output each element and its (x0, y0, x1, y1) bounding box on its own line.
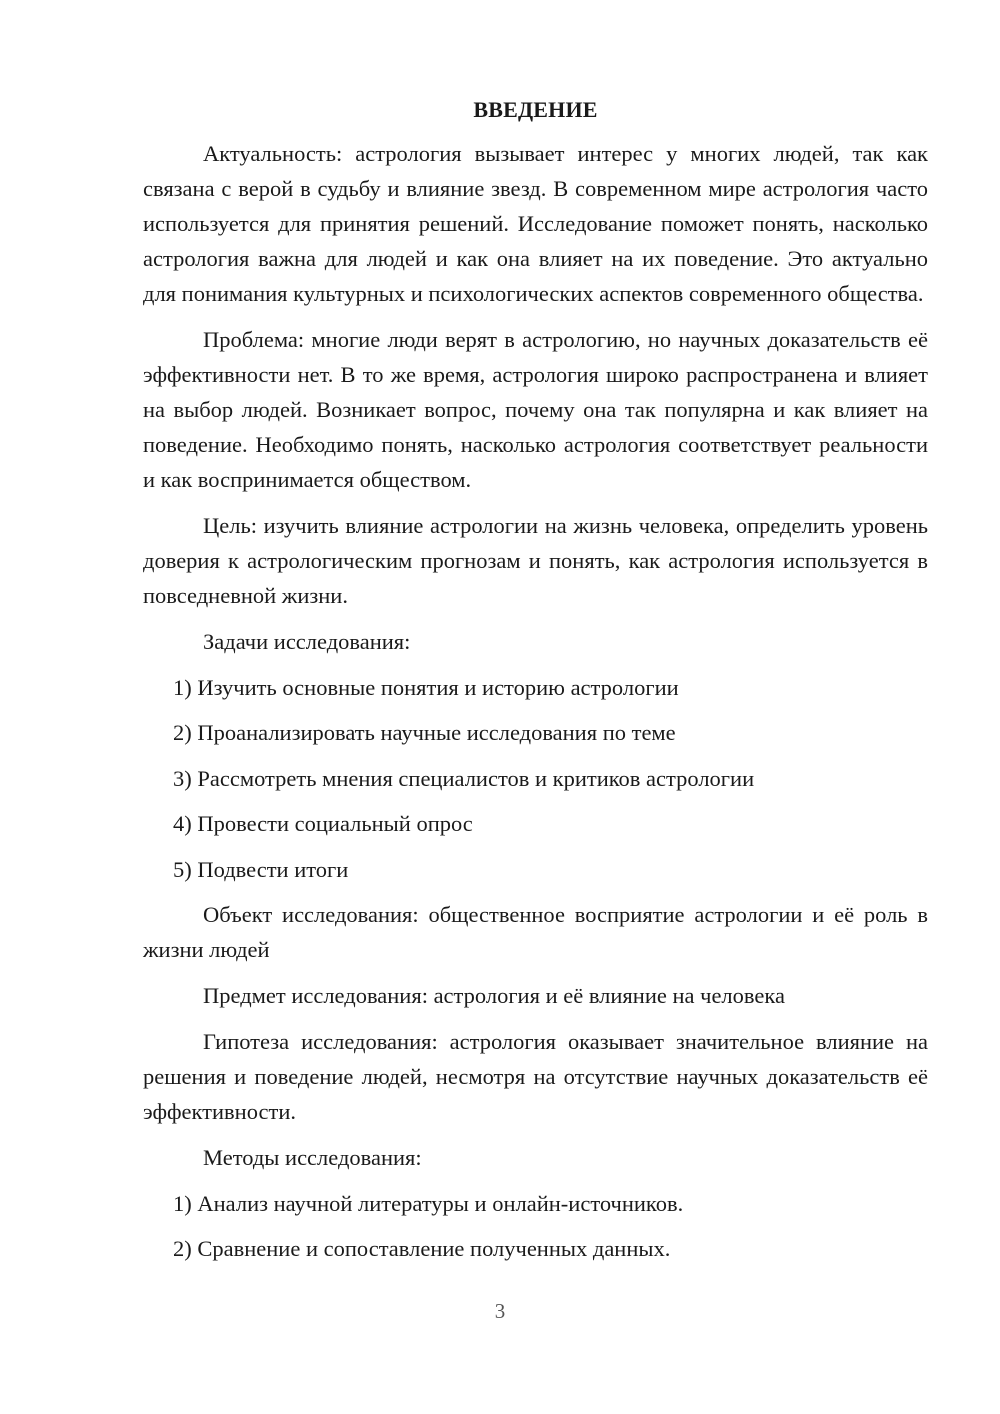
task-item: 2) Проанализировать научные исследования по теме (173, 720, 676, 745)
problem-paragraph: Проблема: многие люди верят в астрологию, но научных доказательств её эффективности нет. В то же время, астрология широко распространена и влияет на выбор людей. Возникает вопрос, почему она так популярна и как влияет на поведение. Необходимо понять, насколько астрология соответствует реальности и как воспринимается обществом. (143, 327, 928, 492)
page-number: 3 (494, 1299, 506, 1323)
section-title: ВВЕДЕНИЕ (473, 97, 598, 122)
object-paragraph: Объект исследования: общественное восприятие астрологии и её роль в жизни людей (143, 902, 928, 962)
document-page (143, 94, 928, 1277)
relevance-paragraph: Актуальность: астрология вызывает интерес у многих людей, так как связана с верой в судьбу и влияние звезд. В современном мире астрология часто используется для принятия решений. Исследование поможет понять, насколько астрология важна для людей и как она влияет на их поведение. Это актуально для понимания культурных и психологических аспектов современного общества. (143, 141, 928, 306)
subject-paragraph: Предмет исследования: астрология и её влияние на человека (203, 983, 785, 1008)
goal-paragraph: Цель: изучить влияние астрологии на жизнь человека, определить уровень доверия к астрологическим прогнозам и понять, как астрология используется в повседневной жизни. (143, 513, 928, 608)
methods-label: Методы исследования: (203, 1145, 422, 1170)
task-item: 4) Провести социальный опрос (173, 811, 473, 836)
method-item: 2) Сравнение и сопоставление полученных данных. (173, 1236, 671, 1261)
tasks-label: Задачи исследования: (203, 629, 411, 654)
hypothesis-paragraph: Гипотеза исследования: астрология оказывает значительное влияние на решения и поведение людей, несмотря на отсутствие научных доказательств её эффективности. (143, 1029, 928, 1124)
task-item: 5) Подвести итоги (173, 856, 349, 882)
task-item: 3) Рассмотреть мнения специалистов и критиков астрологии (173, 765, 755, 791)
method-item: 1) Анализ научной литературы и онлайн-источников. (173, 1190, 684, 1216)
task-item: 1) Изучить основные понятия и историю астрологии (173, 674, 679, 700)
